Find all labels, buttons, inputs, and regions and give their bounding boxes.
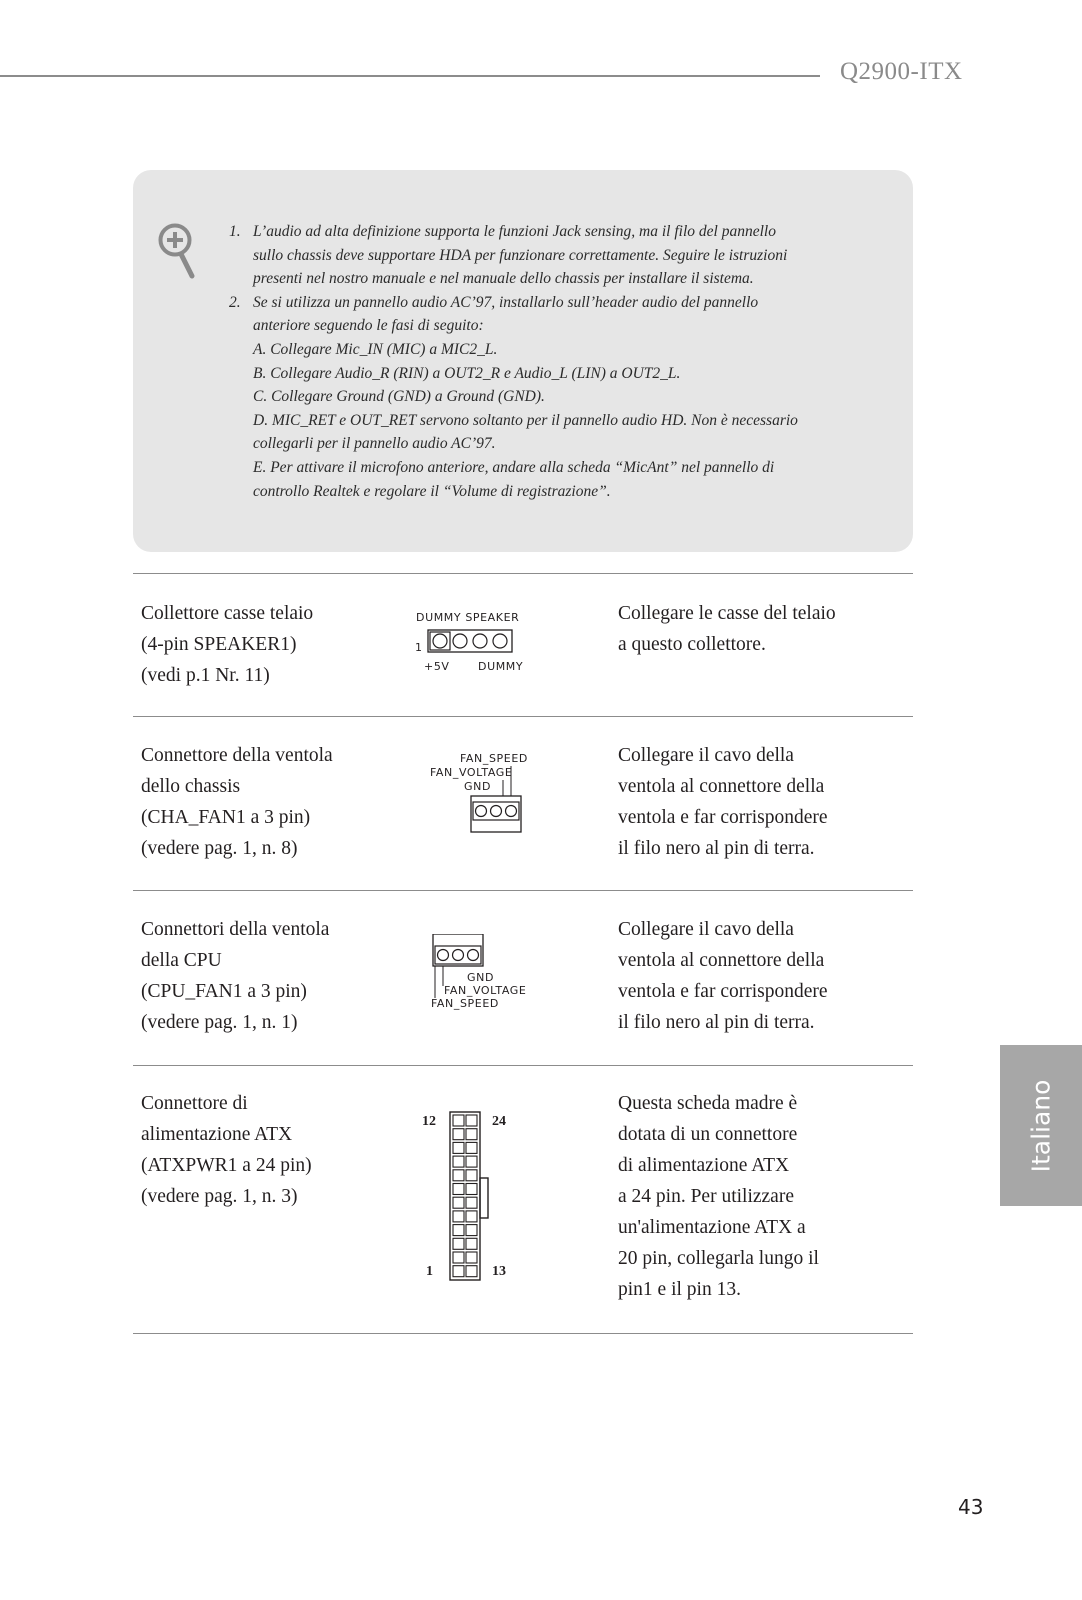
instruction-line: il filo nero al pin di terra. xyxy=(618,838,815,859)
note-list xyxy=(229,220,869,503)
cpu-fan-diagram xyxy=(425,934,545,1024)
instruction-line: Collegare le casse del telaio xyxy=(618,603,836,624)
note-line: E. Per attivare il microfono anteriore, andare alla scheda “MicAnt” nel pannello di xyxy=(253,458,775,476)
table-rule xyxy=(133,890,913,891)
atx-pin xyxy=(453,1211,464,1222)
atx-pin xyxy=(466,1238,477,1249)
description-line: (vedere pag. 1, n. 8) xyxy=(141,838,298,859)
description-line: Collettore casse telaio xyxy=(141,603,314,624)
pin xyxy=(453,950,464,961)
atx-pin xyxy=(453,1170,464,1181)
pin xyxy=(453,634,467,648)
diagram-label: FAN_SPEED xyxy=(460,752,528,765)
atx-pin xyxy=(453,1225,464,1236)
atx-pin xyxy=(453,1184,464,1195)
instruction-line: dotata di un connettore xyxy=(618,1124,798,1145)
pin xyxy=(476,806,487,817)
instruction-line: pin1 e il pin 13. xyxy=(618,1279,741,1300)
instruction-line: il filo nero al pin di terra. xyxy=(618,1012,815,1033)
description-line: (vedere pag. 1, n. 3) xyxy=(141,1186,298,1207)
language-label: Italiano xyxy=(1026,1079,1056,1172)
description-line: della CPU xyxy=(141,950,222,971)
note-number: 1. xyxy=(229,223,241,240)
diagram-label: FAN_VOLTAGE xyxy=(444,984,527,997)
atx-pin xyxy=(466,1184,477,1195)
description-line: Connettore della ventola xyxy=(141,745,333,766)
note-line: presenti nel nostro manuale e nel manuale dello chassis per installare il sistema. xyxy=(253,270,754,288)
instruction-line: ventola al connettore della xyxy=(618,776,825,797)
row-description xyxy=(141,914,381,1038)
atx-pin xyxy=(466,1266,477,1277)
note-line: Se si utilizza un pannello audio AC’97, installarlo sull’header audio del pannello xyxy=(253,293,759,311)
language-tab xyxy=(1000,1045,1082,1206)
description-line: alimentazione ATX xyxy=(141,1124,293,1145)
description-line: (vedi p.1 Nr. 11) xyxy=(141,665,270,686)
pin xyxy=(506,806,517,817)
description-line: (CPU_FAN1 a 3 pin) xyxy=(141,981,307,1002)
atx-pin xyxy=(453,1266,464,1277)
pin xyxy=(438,950,449,961)
pin-number-label: 24 xyxy=(492,1114,506,1129)
table-rule xyxy=(133,573,913,574)
pin-number-label: 13 xyxy=(492,1264,506,1279)
atx-pin xyxy=(466,1225,477,1236)
instruction-line: a questo collettore. xyxy=(618,634,766,655)
pin-row xyxy=(473,802,519,820)
diagram-label: GND xyxy=(467,971,495,984)
note-line: C. Collegare Ground (GND) a Ground (GND). xyxy=(253,388,545,406)
instruction-line: Collegare il cavo della xyxy=(618,919,794,940)
atx-power-diagram xyxy=(420,1108,520,1288)
note-item-2 xyxy=(229,291,869,503)
diagram-label: +5V xyxy=(424,660,450,673)
row-description xyxy=(141,598,381,691)
pin xyxy=(491,806,502,817)
instruction-line: 20 pin, collegarla lungo il xyxy=(618,1248,819,1269)
connector-latch xyxy=(480,1178,488,1218)
description-line: (4-pin SPEAKER1) xyxy=(141,634,297,655)
pin xyxy=(468,950,479,961)
atx-pin xyxy=(453,1197,464,1208)
pin-number-label: 12 xyxy=(422,1114,436,1129)
diagram-label: 1 xyxy=(415,641,423,654)
connector-outline xyxy=(450,1112,480,1280)
atx-pin xyxy=(466,1252,477,1263)
atx-pin xyxy=(466,1156,477,1167)
note-line: B. Collegare Audio_R (RIN) a OUT2_R e Audio_L (LIN) a OUT2_L. xyxy=(253,364,681,382)
model-name: Q2900-ITX xyxy=(840,58,963,85)
description-line: Connettore di xyxy=(141,1093,248,1114)
table-rule xyxy=(133,1333,913,1334)
table-rule xyxy=(133,716,913,717)
atx-pin xyxy=(466,1129,477,1140)
atx-pin xyxy=(466,1115,477,1126)
description-line: (ATXPWR1 a 24 pin) xyxy=(141,1155,312,1176)
instruction-line: di alimentazione ATX xyxy=(618,1155,790,1176)
pin xyxy=(493,634,507,648)
note-line: collegarli per il pannello audio AC’97. xyxy=(253,435,496,453)
note-line: anteriore seguendo le fasi di seguito: xyxy=(253,317,484,335)
row-instructions xyxy=(618,740,888,864)
speaker-header-diagram xyxy=(412,608,552,678)
atx-pin xyxy=(453,1238,464,1249)
description-line: dello chassis xyxy=(141,776,241,797)
note-line: A. Collegare Mic_IN (MIC) a MIC2_L. xyxy=(253,340,498,358)
description-line: (CHA_FAN1 a 3 pin) xyxy=(141,807,311,828)
diagram-label: GND xyxy=(464,780,492,793)
instruction-line: Collegare il cavo della xyxy=(618,745,794,766)
note-number: 2. xyxy=(229,293,241,311)
pin-grid xyxy=(453,1115,477,1277)
note-item-1 xyxy=(229,220,869,291)
instruction-line: un'alimentazione ATX a xyxy=(618,1217,806,1238)
description-line: (vedere pag. 1, n. 1) xyxy=(141,1012,298,1033)
pin xyxy=(433,634,447,648)
diagram-label: FAN_SPEED xyxy=(431,997,499,1010)
header-rule xyxy=(0,75,820,77)
pin-number-label: 1 xyxy=(426,1264,433,1279)
instruction-line: ventola e far corrispondere xyxy=(618,981,828,1002)
diagram-label: FAN_VOLTAGE xyxy=(430,766,513,779)
note-box xyxy=(133,170,913,552)
atx-pin xyxy=(453,1142,464,1153)
row-description xyxy=(141,740,381,864)
instruction-line: ventola e far corrispondere xyxy=(618,807,828,828)
note-line: sullo chassis deve supportare HDA per funzionare correttamente. Seguire le istruzioni xyxy=(253,246,788,264)
description-line: Connettori della ventola xyxy=(141,919,330,940)
connector-outline xyxy=(428,630,512,652)
atx-pin xyxy=(453,1156,464,1167)
atx-pin xyxy=(453,1129,464,1140)
instruction-line: ventola al connettore della xyxy=(618,950,825,971)
atx-pin xyxy=(453,1252,464,1263)
chassis-fan-diagram xyxy=(425,752,545,838)
atx-pin xyxy=(466,1170,477,1181)
row-description xyxy=(141,1088,381,1212)
page-number: 43 xyxy=(958,1495,984,1519)
row-instructions xyxy=(618,914,888,1038)
atx-pin xyxy=(466,1211,477,1222)
diagram-label: DUMMY xyxy=(478,660,524,673)
diagram-label: DUMMY SPEAKER xyxy=(416,611,520,624)
instruction-line: a 24 pin. Per utilizzare xyxy=(618,1186,794,1207)
instruction-line: Questa scheda madre è xyxy=(618,1093,798,1114)
atx-pin xyxy=(453,1115,464,1126)
atx-pin xyxy=(466,1197,477,1208)
pin xyxy=(473,634,487,648)
magnifier-plus-icon xyxy=(157,222,201,282)
note-line: D. MIC_RET e OUT_RET servono soltanto per il pannello audio HD. Non è necessario xyxy=(253,411,798,429)
row-instructions xyxy=(618,598,888,660)
pin-row xyxy=(435,946,481,964)
table-rule xyxy=(133,1065,913,1066)
row-instructions xyxy=(618,1088,888,1305)
note-line: controllo Realtek e regolare il “Volume di registrazione”. xyxy=(253,482,611,500)
note-line: L’audio ad alta definizione supporta le funzioni Jack sensing, ma il filo del pannello xyxy=(253,223,776,240)
atx-pin xyxy=(466,1142,477,1153)
